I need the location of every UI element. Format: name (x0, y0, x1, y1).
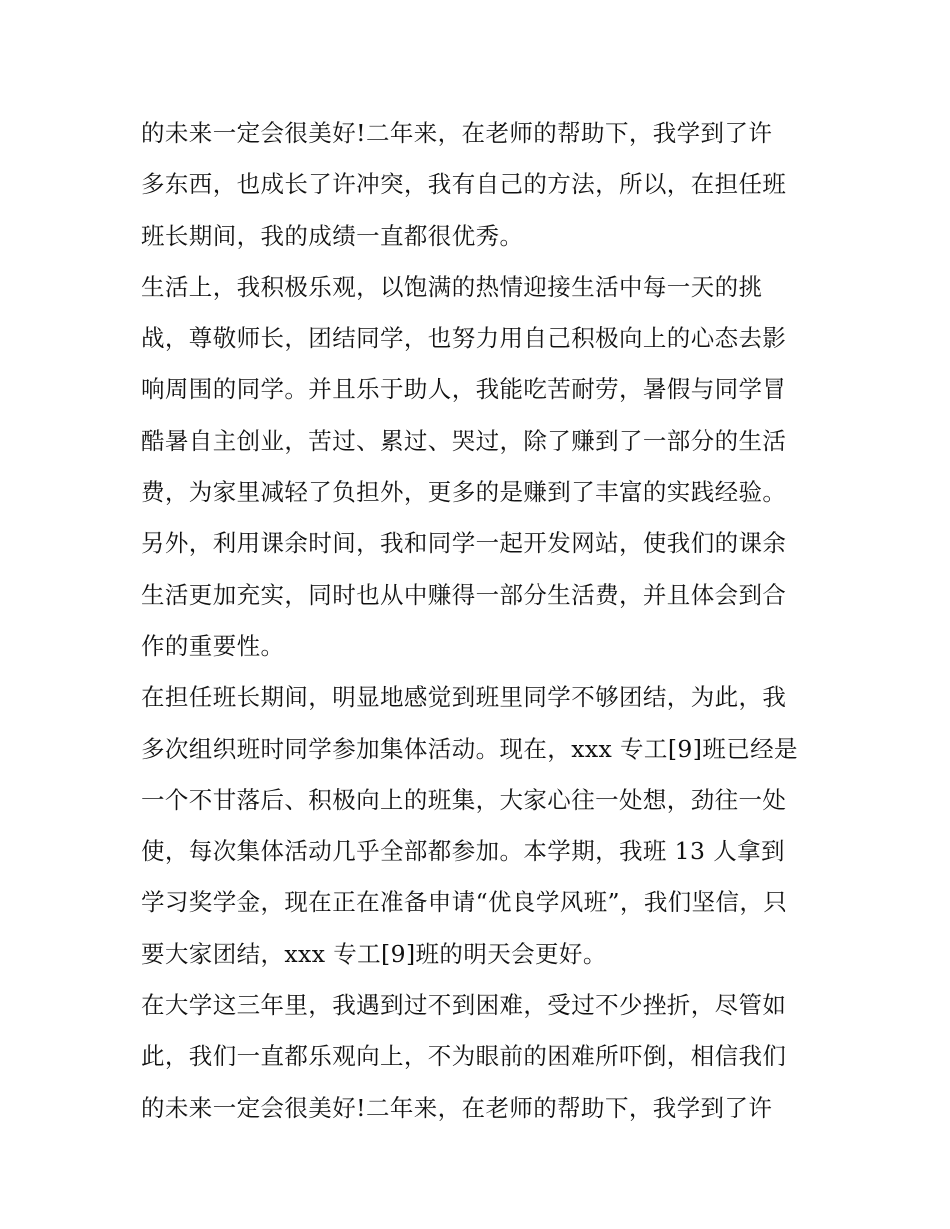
text-line: 在担任班长期间，明显地感觉到班里同学不够团结，为此，我 (141, 683, 787, 712)
text-line: 作的重要性。 (141, 631, 285, 660)
text-line: 响周围的同学。并且乐于助人，我能吃苦耐劳，暑假与同学冒 (141, 375, 787, 404)
text-line: 使，每次集体活动几乎全部都参加。本学期，我班 13 人拿到 (141, 837, 785, 866)
body-text (141, 108, 831, 1134)
text-line: 费，为家里减轻了负担外，更多的是赚到了丰富的实践经验。 (141, 478, 787, 507)
text-line: 班长期间，我的成绩一直都很优秀。 (141, 221, 524, 250)
text-line: 生活更加充实，同时也从中赚得一部分生活费，并且体会到合 (141, 580, 787, 609)
text-line: 的未来一定会很美好!二年来，在老师的帮助下，我学到了许 (141, 119, 773, 147)
text-line: 一个不甘落后、积极向上的班集，大家心往一处想，劲往一处 (141, 785, 787, 814)
text-line: 在大学这三年里，我遇到过不到困难，受过不少挫折，尽管如 (141, 991, 787, 1020)
text-line: 此，我们一直都乐观向上，不为眼前的困难所吓倒，相信我们 (141, 1042, 787, 1071)
text-line: 学习奖学金，现在正在准备申请“优良学风班”，我们坚信，只 (141, 888, 788, 917)
text-line: 酷暑自主创业，苦过、累过、哭过，除了赚到了一部分的生活 (141, 426, 787, 455)
text-line: 生活上，我积极乐观，以饱满的热情迎接生活中每一天的挑 (141, 272, 763, 301)
text-line: 要大家团结，xxx 专工[9]班的明天会更好。 (141, 939, 607, 968)
text-line: 战，尊敬师长，团结同学，也努力用自己积极向上的心态去影 (141, 324, 787, 353)
text-line: 多次组织班时同学参加集体活动。现在，xxx 专工[9]班已经是 (141, 734, 798, 763)
text-line: 另外，利用课余时间，我和同学一起开发网站，使我们的课余 (141, 529, 787, 558)
text-line: 多东西，也成长了许冲突，我有自己的方法，所以，在担任班 (141, 170, 787, 199)
text-line: 的未来一定会很美好!二年来，在老师的帮助下，我学到了许 (141, 1093, 773, 1122)
